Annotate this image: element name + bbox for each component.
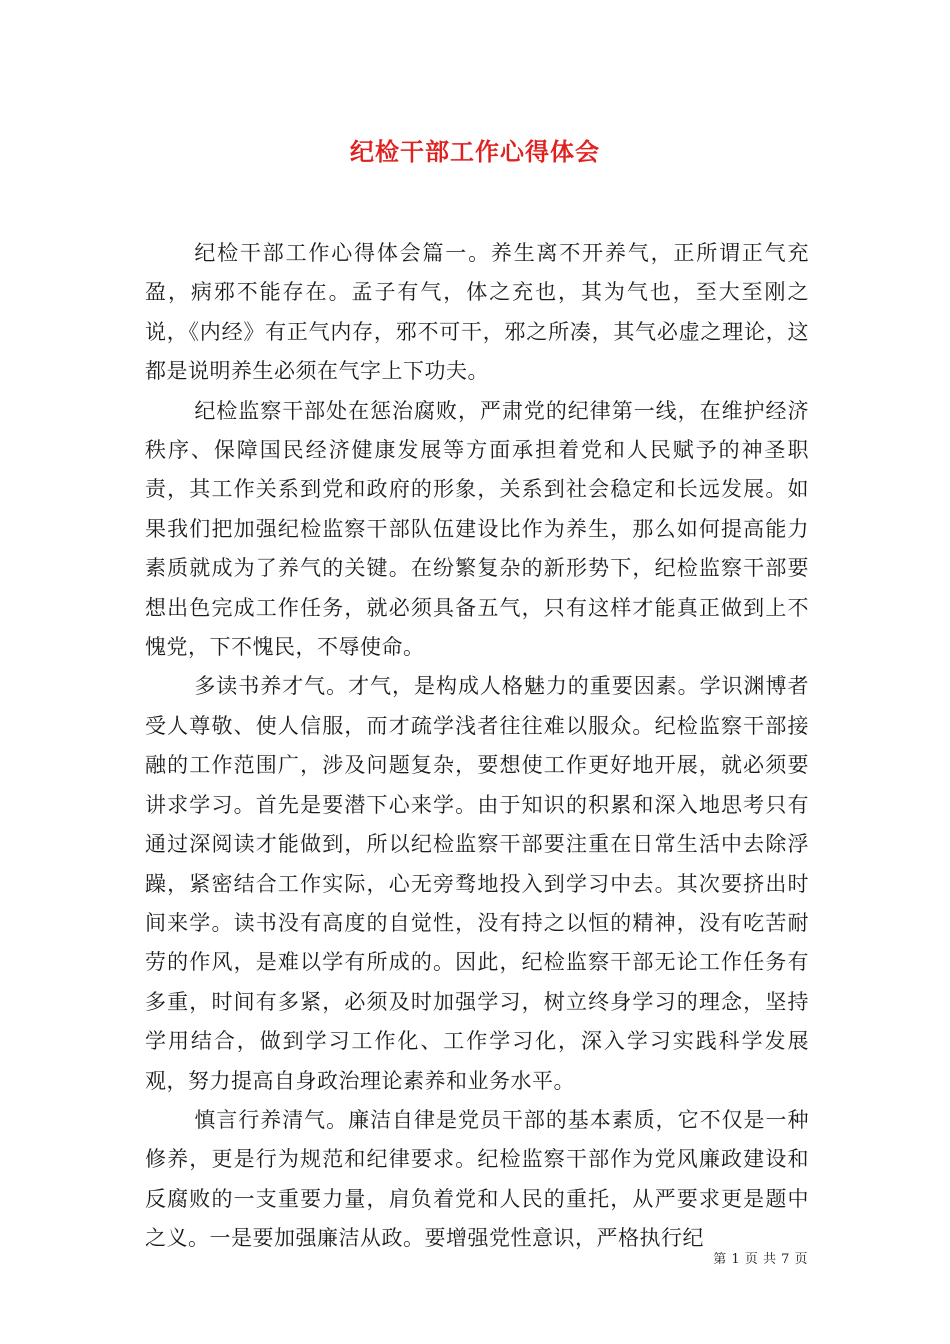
document-body bbox=[145, 234, 809, 1259]
paragraph-2: 纪检监察干部处在惩治腐败，严肃党的纪律第一线，在维护经济秩序、保障国民经济健康发展等方面承担着党和人民赋予的神圣职责，其工作关系到党和政府的形象，关系到社会稳定和长远发展。如果我们把加强纪检监察干部队伍建设比作为养生，那么如何提高能力素质就成为了养气的关键。在纷繁复杂的新形势下，纪检监察干部要想出色完成工作任务，就必须具备五气，只有这样才能真正做到上不愧党，下不愧民，不辱使命。 bbox=[145, 398, 809, 660]
paragraph-3: 多读书养才气。才气，是构成人格魅力的重要因素。学识渊博者受人尊敬、使人信服，而才疏学浅者往往难以服众。纪检监察干部接融的工作范围广，涉及问题复杂，要想使工作更好地开展，就必须要讲求学习。首先是要潜下心来学。由于知识的积累和深入地思考只有通过深阅读才能做到，所以纪检监察干部要注重在日常生活中去除浮躁，紧密结合工作实际，心无旁骛地投入到学习中去。其次要挤出时间来学。读书没有高度的自觉性，没有持之以恒的精神，没有吃苦耐劳的作风，是难以学有所成的。因此，纪检监察干部无论工作任务有多重，时间有多紧，必须及时加强学习，树立终身学习的理念，坚持学用结合，做到学习工作化、工作学习化，深入学习实践科学发展观，努力提高自身政治理论素养和业务水平。 bbox=[145, 674, 809, 1093]
paragraph-1: 纪检干部工作心得体会篇一。养生离不开养气，正所谓正气充盈，病邪不能存在。孟子有气，体之充也，其为气也，至大至刚之说，《内经》有正气内存，邪不可干，邪之所凑，其气必虚之理论，这都是说明养生必须在气字上下功夫。 bbox=[145, 241, 809, 384]
paragraph-4: 慎言行养清气。廉洁自律是党员干部的基本素质，它不仅是一种修养，更是行为规范和纪律要求。纪检监察干部作为党风廉政建设和反腐败的一支重要力量，肩负着党和人民的重托，从严要求更是题中之义。一是要加强廉洁从政。要增强党性意识，严格执行纪 bbox=[145, 1107, 809, 1251]
document-title: 纪检干部工作心得体会 bbox=[350, 137, 600, 166]
page-number-footer: 第 1 页 共 7 页 bbox=[713, 1252, 808, 1267]
